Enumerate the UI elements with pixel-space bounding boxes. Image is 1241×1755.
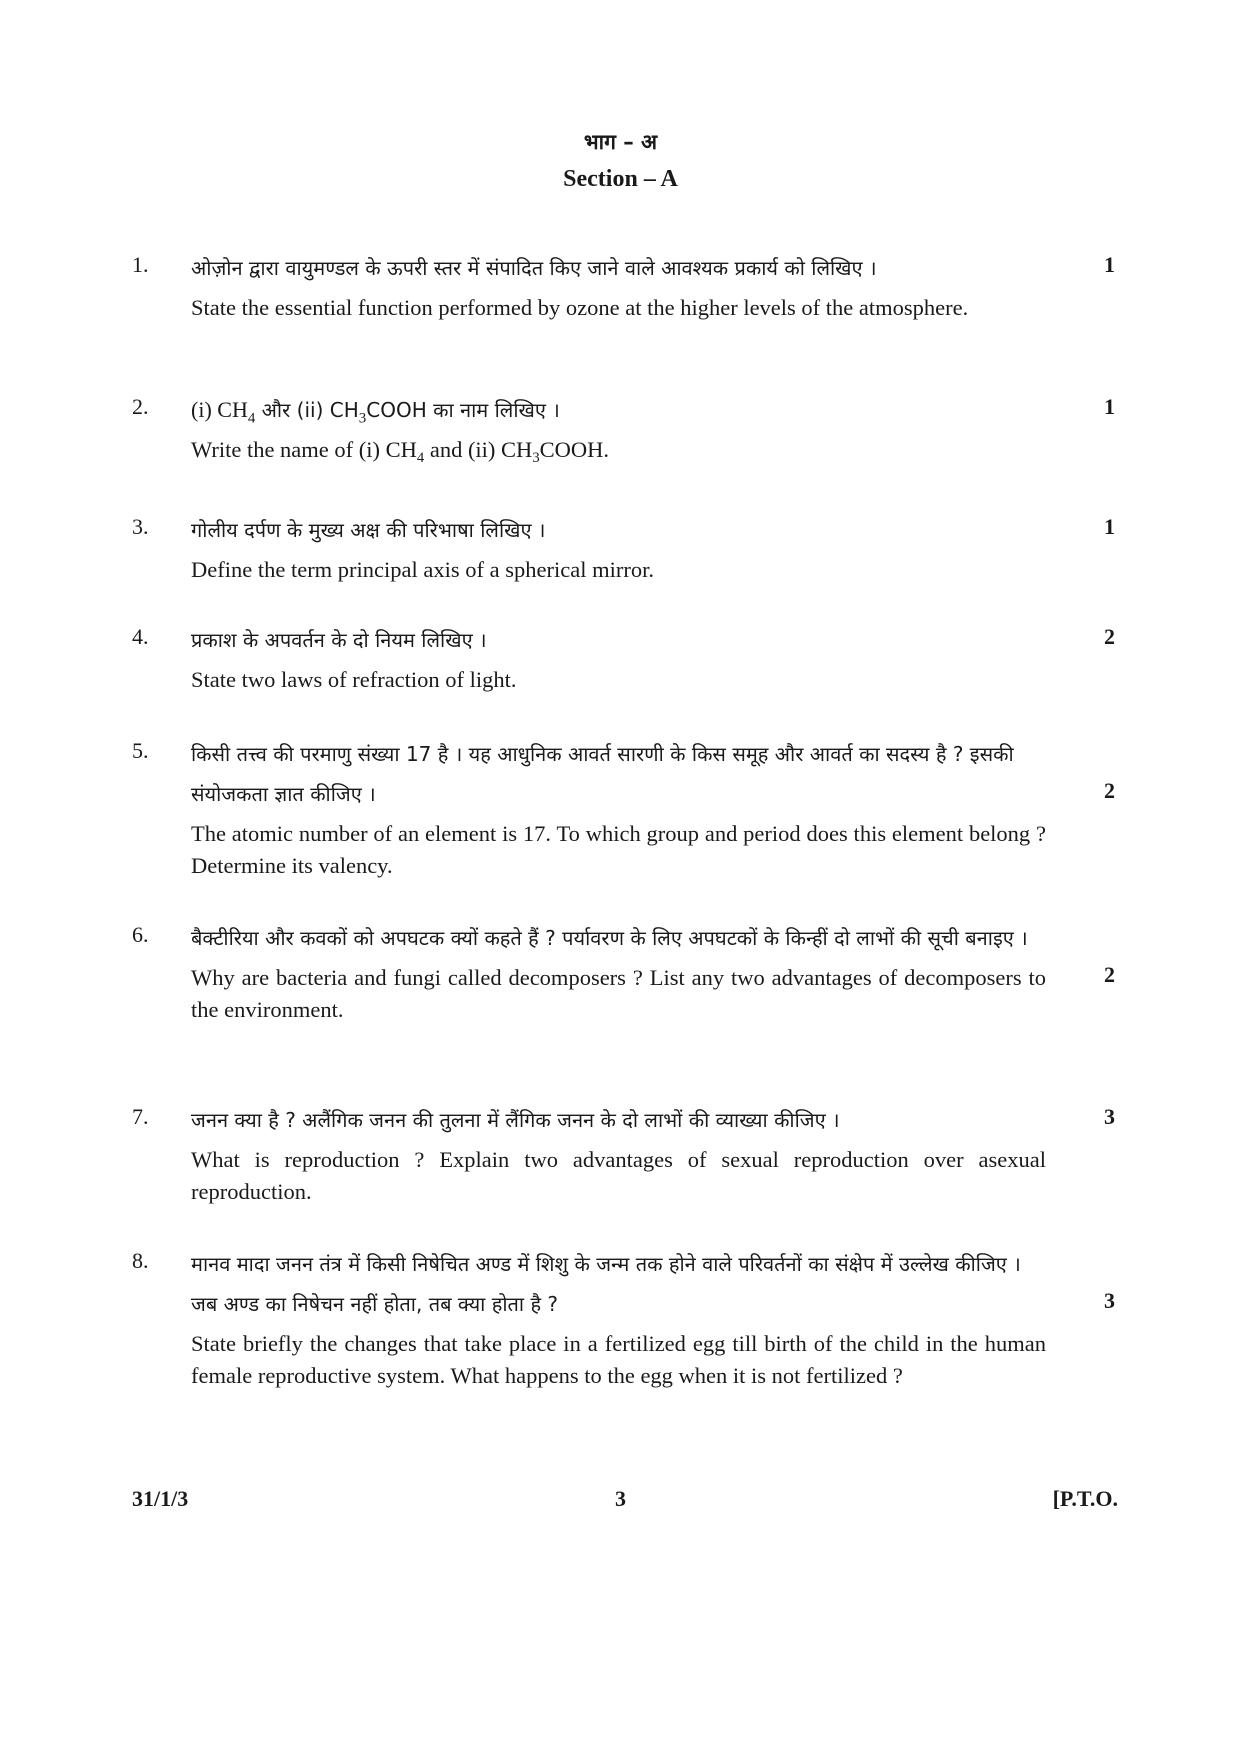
question-text-hindi: ओज़ोन द्वारा वायुमण्डल के ऊपरी स्तर में संपादित किए जाने वाले आवश्यक प्रकार्य को लिखिए । <box>191 256 877 280</box>
question-number: 7. <box>132 1104 149 1129</box>
question-number: 3. <box>132 514 149 539</box>
marks: 3 <box>1104 1288 1115 1313</box>
marks: 2 <box>1104 778 1115 803</box>
section-title-english: Section – A <box>563 166 678 192</box>
question-number: 1. <box>132 252 149 277</box>
question-text-hindi: किसी तत्त्व की परमाणु संख्या 17 है । यह आधुनिक आवर्त सारणी के किस समूह और आवर्त का सदस्य है ? इसकी संयोजकता ज्ञात कीजिए । <box>191 742 1014 806</box>
question-number: 2. <box>132 394 149 419</box>
marks: 2 <box>1104 962 1115 987</box>
question-text-hindi: प्रकाश के अपवर्तन के दो नियम लिखिए । <box>191 628 487 652</box>
section-title-hindi: भाग – अ <box>583 130 658 154</box>
marks: 1 <box>1104 252 1115 277</box>
question-text-english: State briefly the changes that take place in a fertilized egg till birth of the child in the human female reproductive system. What happens to the egg when it is not fertilized ? <box>191 1331 1046 1388</box>
marks: 1 <box>1104 514 1115 539</box>
question-number: 6. <box>132 922 149 947</box>
question-text-english: The atomic number of an element is 17. To which group and period does this element belong ? Determine its valency. <box>191 821 1046 878</box>
marks: 2 <box>1104 624 1115 649</box>
question-text-english: State two laws of refraction of light. <box>191 667 517 692</box>
question-text-hindi: गोलीय दर्पण के मुख्य अक्ष की परिभाषा लिखिए । <box>191 518 546 542</box>
question-body <box>191 1244 1046 1392</box>
question-text-hindi: बैक्टीरिया और कवकों को अपघटक क्यों कहते हैं ? पर्यावरण के लिए अपघटकों के किन्हीं दो लाभों की सूची बनाइए । <box>191 926 1028 950</box>
page-number: 3 <box>615 1486 626 1511</box>
marks: 1 <box>1104 394 1115 419</box>
question-text-english: Define the term principal axis of a spherical mirror. <box>191 557 654 582</box>
question-text-english: Write the name of (i) $CH_4$ and (ii) $CH_3COOH$. <box>191 437 610 467</box>
question-text-hindi: (i) $CH_4$ और (ii) $CH_3COOH$ का नाम लिखिए । <box>191 397 560 427</box>
question-number: 5. <box>132 738 149 763</box>
question-body <box>191 918 1046 1026</box>
question-body <box>191 510 1046 586</box>
question-text-hindi: जनन क्या है ? अलैंगिक जनन की तुलना में लैंगिक जनन के दो लाभों की व्याख्या कीजिए । <box>191 1108 840 1132</box>
question-body <box>191 248 1046 324</box>
question-body <box>191 620 1046 696</box>
question-body <box>191 734 1046 882</box>
question-text-english: Why are bacteria and fungi called decomposers ? List any two advantages of decomposers to the environment. <box>191 965 1046 1022</box>
question-body <box>191 390 1046 466</box>
question-number: 8. <box>132 1248 149 1273</box>
question-text-hindi: मानव मादा जनन तंत्र में किसी निषेचित अण्ड में शिशु के जन्म तक होने वाले परिवर्तनों का संक्षेप में उल्लेख कीजिए । जब अण्ड का निषेचन नहीं होता, तब क्या होता है ? <box>191 1252 1021 1316</box>
question-text-english: State the essential function performed by ozone at the higher levels of the atmosphere. <box>191 295 969 320</box>
question-text-english: What is reproduction ? Explain two advantages of sexual reproduction over asexual reproduction. <box>191 1147 1046 1204</box>
question-number: 4. <box>132 624 149 649</box>
pto-label: [P.T.O. <box>1052 1486 1118 1511</box>
question-body <box>191 1100 1046 1208</box>
marks: 3 <box>1104 1104 1115 1129</box>
paper-code: 31/1/3 <box>132 1486 189 1511</box>
